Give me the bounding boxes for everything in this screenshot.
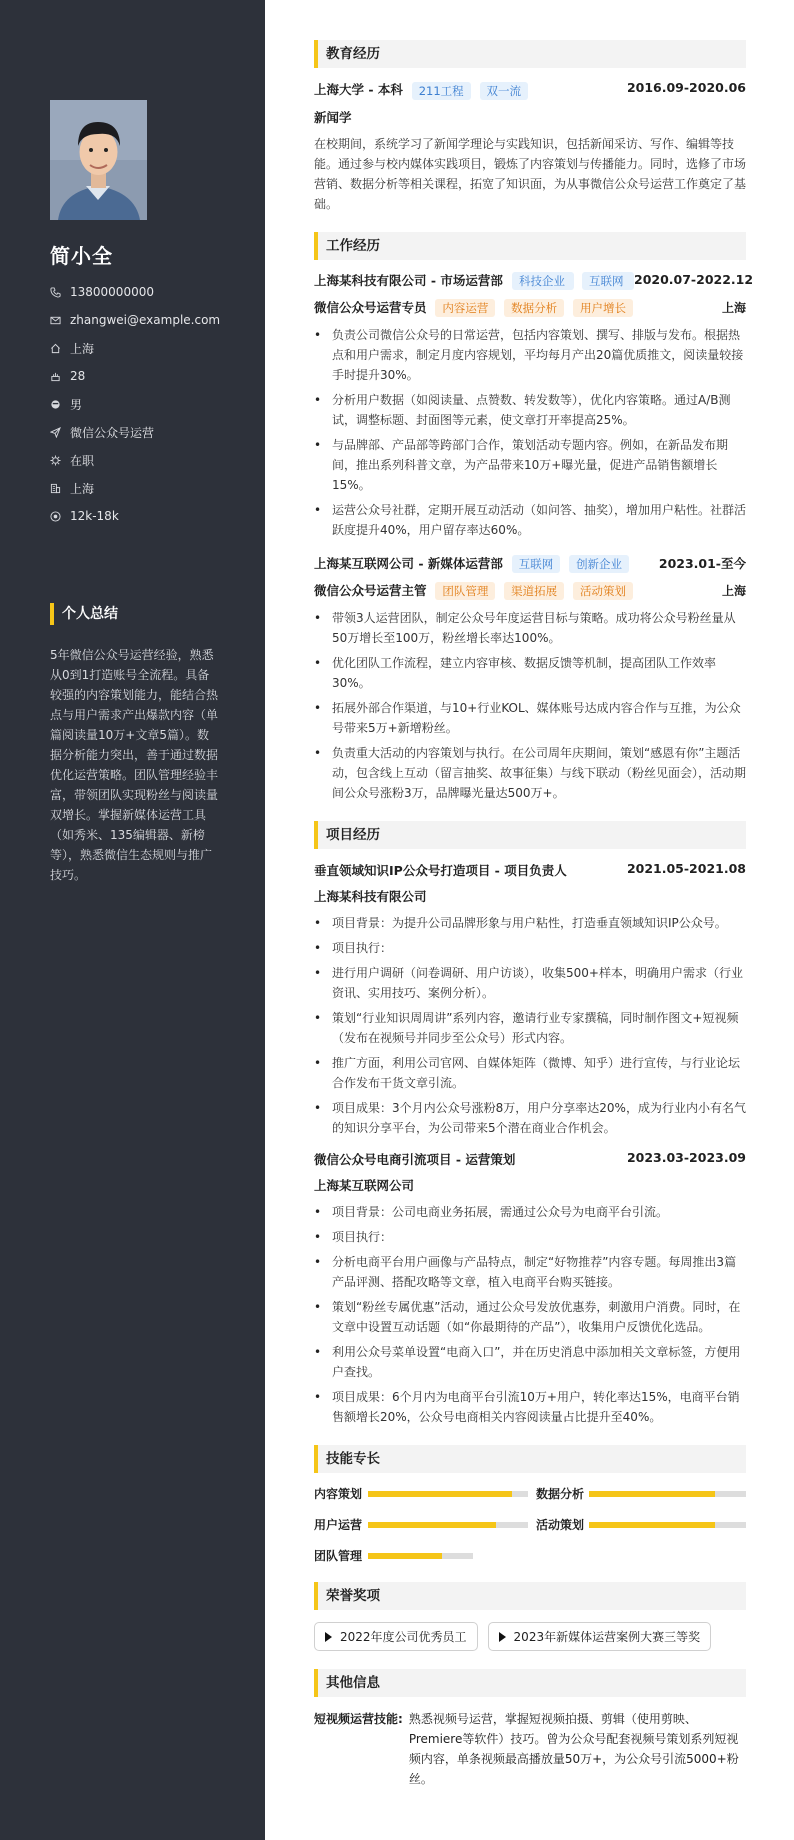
summary-text: 5年微信公众号运营经验，熟悉从0到1打造账号全流程。具备较强的内容策划能力，能结合热点与用户需求产出爆款内容（单篇阅读量10万+文章5篇）。数据分析能力突出，善于通过数据优化运营策略。团队管理经验丰富，带领团队实现粉丝与阅读量双增长。掌握新媒体运营工具（如秀米、135编辑器、新榜等），熟悉微信生态规则与推广技巧。 (50, 648, 219, 882)
main-content (314, 40, 754, 1789)
list-item: • 带领3人运营团队，制定公众号年度运营目标与策略。成功将公众号粉丝量从50万增长至100万，粉丝增长率达100%。 (314, 608, 746, 648)
job-entry (314, 271, 754, 540)
job-bullets (314, 325, 746, 540)
list-item: • 利用公众号菜单设置“电商入口”，并在历史消息中添加相关文章标签，方便用户查找。 (314, 1342, 746, 1382)
project-company: 上海某互联网公司 (314, 1178, 415, 1193)
info-age (50, 362, 260, 390)
list-item: • 策划“粉丝专属优惠”活动，通过公众号发放优惠券，刺激用户消费。同时，在文章中设置互动话题（如“你最期待的产品”），收集用户反馈优化选品。 (314, 1297, 746, 1337)
education-date: 2016.09-2020.06 (626, 80, 746, 95)
project-bullets (314, 913, 746, 1138)
work-heading: 工作经历 (314, 232, 746, 260)
position-text: 微信公众号运营 (70, 425, 155, 440)
job-tag: 互联网 (582, 272, 634, 290)
skill-item (314, 1516, 536, 1533)
awards-heading: 荣誉奖项 (314, 1582, 746, 1610)
portrait-image (50, 100, 147, 220)
job-company: 上海某互联网公司 - 新媒体运营部 (314, 555, 503, 571)
status-text: 在职 (70, 453, 95, 468)
home-icon (50, 343, 70, 354)
list-item: • 推广方面，利用公司官网、自媒体矩阵（微博、知乎）进行宣传，与行业论坛合作发布干货文章引流。 (314, 1053, 746, 1093)
summary-heading: 个人总结 (50, 603, 118, 625)
skill-bar-fill (368, 1553, 442, 1559)
list-item: • 策划“行业知识周周讲”系列内容，邀请行业专家撰稿，同时制作图文+短视频（发布在视频号并同步至公众号）形式内容。 (314, 1008, 746, 1048)
job-skill-tag: 团队管理 (435, 582, 495, 600)
other-heading: 其他信息 (314, 1669, 746, 1697)
skill-bar-fill (589, 1491, 715, 1497)
skill-name: 数据分析 (536, 1487, 585, 1501)
info-status (50, 446, 260, 474)
education-section (314, 40, 746, 214)
salary-text: 12k-18k (70, 509, 119, 523)
list-item: • 分析电商平台用户画像与产品特点，制定“好物推荐”内容专题。每周推出3篇产品评测、搭配攻略等文章，植入电商平台购买链接。 (314, 1252, 746, 1292)
other-text: 熟悉视频号运营，掌握短视频拍摄、剪辑（使用剪映、Premiere等软件）技巧。曾为公众号配套视频号策划系列短视频内容，单条视频最高播放量50万+，为公众号引流5000+粉丝。 (408, 1712, 739, 1786)
job-tag: 科技企业 (512, 272, 574, 290)
job-skill-tag: 内容运营 (435, 299, 495, 317)
phone-icon (50, 287, 70, 298)
job-entry (314, 554, 746, 804)
job-tag: 互联网 (512, 555, 561, 573)
school-tag: 双一流 (480, 82, 529, 100)
gender-text: 男 (70, 397, 83, 412)
skill-bar-fill (368, 1522, 496, 1528)
projects-heading: 项目经历 (314, 821, 746, 849)
list-item: • 运营公众号社群，定期开展互动活动（如问答、抽奖），增加用户粘性。社群活跃度提升40%，用户留存率达60%。 (314, 500, 746, 540)
candidate-name: 简小全 (50, 244, 113, 268)
job-city: 上海 (721, 300, 746, 315)
list-item: • 负责重大活动的内容策划与执行。在公司周年庆期间，策划“感恩有你”主题活动，包含线上互动（留言抽奖、故事征集）与线下联动（粉丝见面会），活动期间公众号涨粉3万，品牌曝光量达500万+。 (314, 743, 746, 803)
skill-bar-fill (368, 1491, 512, 1497)
cake-icon (50, 371, 70, 382)
skill-name: 内容策划 (314, 1487, 363, 1501)
skill-bar (589, 1522, 746, 1528)
job-tag: 创新企业 (569, 555, 629, 573)
info-phone (50, 278, 260, 306)
salary-icon (50, 511, 70, 522)
skill-item (536, 1485, 746, 1502)
skill-name: 活动策划 (536, 1518, 585, 1532)
location-text: 上海 (70, 341, 95, 356)
gender-icon (50, 399, 70, 410)
project-name: 垂直领域知识IP公众号打造项目 - 项目负责人 (314, 863, 567, 878)
other-info-row (314, 1709, 746, 1789)
skill-item (314, 1485, 536, 1502)
awards-list (314, 1622, 746, 1651)
projects-section (314, 821, 746, 1427)
work-city-text: 上海 (70, 481, 95, 496)
job-date: 2023.01-至今 (658, 555, 746, 571)
email-text: zhangwei@example.com (70, 313, 221, 327)
info-location (50, 334, 260, 362)
skill-bar (368, 1522, 528, 1528)
awards-section (314, 1582, 746, 1651)
list-item: • 项目成果：3个月内公众号涨粉8万，用户分享率达20%，成为行业内小有名气的知识分享平台，为公司带来5个潜在商业合作机会。 (314, 1098, 746, 1138)
award-name: 2023年新媒体运营案例大赛三等奖 (513, 1630, 701, 1644)
info-email (50, 306, 260, 334)
skill-item (536, 1516, 746, 1533)
play-icon (499, 1632, 506, 1642)
skills-grid (314, 1485, 746, 1564)
skill-bar-fill (589, 1522, 715, 1528)
list-item: • 项目执行： (314, 938, 746, 958)
sidebar (0, 0, 265, 1840)
other-label: 短视频运营技能: (314, 1712, 403, 1726)
info-position (50, 418, 260, 446)
award-name: 2022年度公司优秀员工 (340, 1630, 467, 1644)
education-heading: 教育经历 (314, 40, 746, 68)
skill-item (314, 1547, 536, 1564)
avatar (50, 100, 147, 220)
info-gender (50, 390, 260, 418)
list-item: • 项目背景：为提升公司品牌形象与用户粘性，打造垂直领域知识IP公众号。 (314, 913, 746, 933)
skills-section (314, 1445, 746, 1564)
list-item: • 项目执行： (314, 1227, 746, 1247)
skill-name: 团队管理 (314, 1549, 363, 1563)
list-item: • 项目成果：6个月内为电商平台引流10万+用户，转化率达15%，电商平台销售额增长20%，公众号电商相关内容阅读量占比提升至40%。 (314, 1387, 746, 1427)
info-work-city (50, 474, 260, 502)
age-text: 28 (70, 369, 86, 383)
award-item (488, 1622, 712, 1651)
job-skill-tag: 用户增长 (573, 299, 633, 317)
list-item: • 分析用户数据（如阅读量、点赞数、转发数等），优化内容策略。通过A/B测试，调整标题、封面图等元素，使文章打开率提高25%。 (314, 390, 746, 430)
play-icon (325, 1632, 332, 1642)
award-item (314, 1622, 478, 1651)
info-salary (50, 502, 260, 530)
skill-name: 用户运营 (314, 1518, 363, 1532)
project-bullets (314, 1202, 746, 1427)
project-name: 微信公众号电商引流项目 - 运营策划 (314, 1152, 516, 1167)
contact-info-list (50, 278, 260, 530)
mail-icon (50, 315, 70, 326)
school-tag: 211工程 (412, 82, 471, 100)
skill-bar (368, 1491, 528, 1497)
send-icon (50, 427, 70, 438)
project-entry (314, 861, 746, 1138)
project-entry (314, 1150, 746, 1427)
job-skill-tag: 活动策划 (573, 582, 633, 600)
list-item: • 拓展外部合作渠道，与10+行业KOL、媒体账号达成内容合作与互推，为公众号带来5万+新增粉丝。 (314, 698, 746, 738)
phone-text: 13800000000 (70, 285, 154, 299)
job-role: 微信公众号运营主管 (314, 583, 427, 598)
list-item: • 优化团队工作流程，建立内容审核、数据反馈等机制，提高团队工作效率30%。 (314, 653, 746, 693)
building-icon (50, 483, 70, 494)
skills-heading: 技能专长 (314, 1445, 746, 1473)
work-section (314, 232, 754, 804)
job-date: 2020.07-2022.12 (634, 271, 754, 287)
skill-bar (589, 1491, 746, 1497)
status-icon (50, 455, 70, 466)
job-company: 上海某科技有限公司 - 市场运营部 (314, 272, 503, 288)
education-desc: 在校期间，系统学习了新闻学理论与实践知识，包括新闻采访、写作、编辑等技能。通过参与校内媒体实践项目，锻炼了内容策划与传播能力。同时，选修了市场营销、数据分析等相关课程，拓宽了知识面，为从事微信公众号运营工作奠定了基础。 (314, 136, 747, 211)
skill-bar (368, 1553, 473, 1559)
list-item: • 负责公司微信公众号的日常运营，包括内容策划、撰写、排版与发布。根据热点和用户需求，制定月度内容规划，平均每月产出20篇优质推文，阅读量较接手时提升30%。 (314, 325, 746, 385)
list-item: • 进行用户调研（问卷调研、用户访谈），收集500+样本，明确用户需求（行业资讯、实用技巧、案例分析）。 (314, 963, 746, 1003)
job-bullets (314, 608, 746, 803)
list-item: • 项目背景：公司电商业务拓展，需通过公众号为电商平台引流。 (314, 1202, 746, 1222)
job-skill-tag: 渠道拓展 (504, 582, 564, 600)
major: 新闻学 (314, 109, 352, 125)
other-section (314, 1669, 746, 1789)
job-skill-tag: 数据分析 (504, 299, 564, 317)
job-city: 上海 (721, 584, 746, 598)
project-company: 上海某科技有限公司 (314, 889, 427, 904)
list-item: • 与品牌部、产品部等跨部门合作，策划活动专题内容。例如，在新品发布期间，推出系列科普文章，为产品带来10万+曝光量，促进产品销售额增长15%。 (314, 435, 746, 495)
project-date: 2021.05-2021.08 (626, 861, 746, 876)
job-role: 微信公众号运营专员 (314, 299, 427, 315)
project-date: 2023.03-2023.09 (626, 1150, 746, 1165)
school-name: 上海大学 - 本科 (314, 82, 403, 97)
